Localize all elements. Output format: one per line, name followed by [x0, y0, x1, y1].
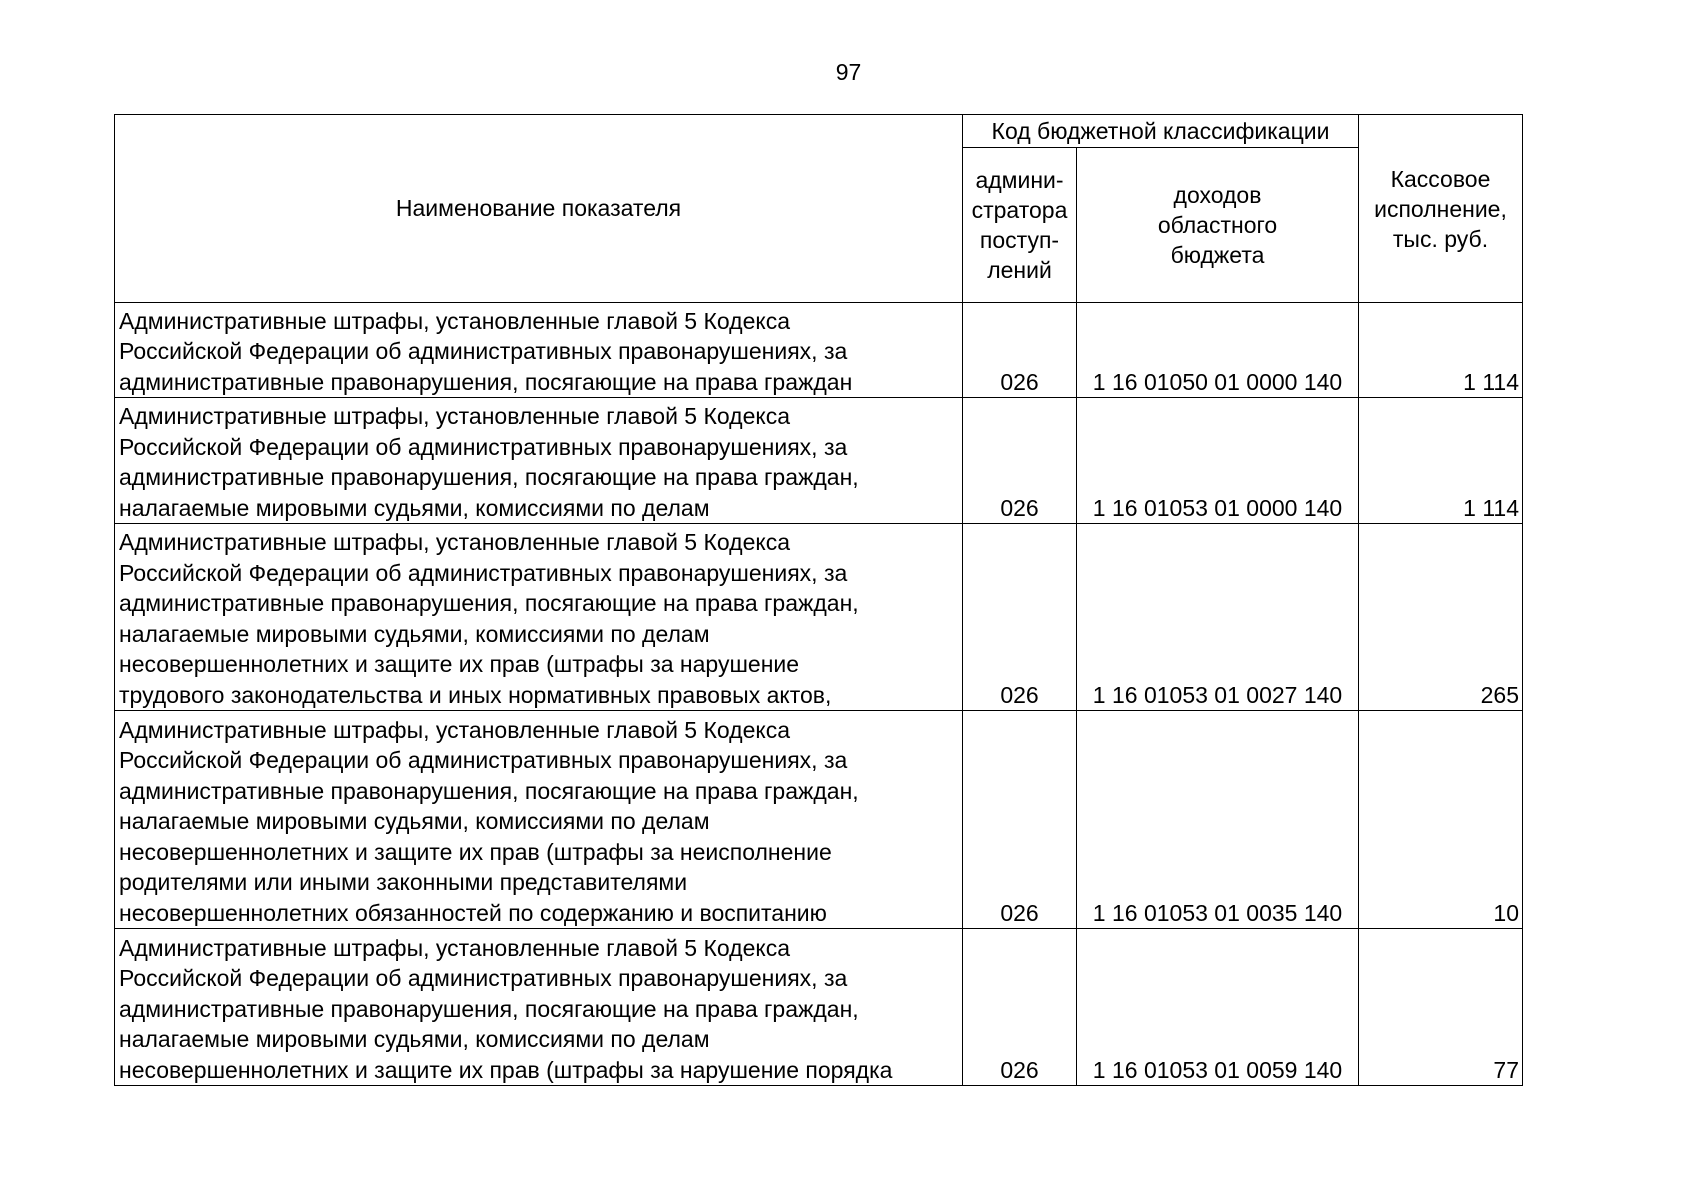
- header-exec-line: исполнение,: [1374, 195, 1507, 222]
- cash-execution-cell: 1 114: [1359, 303, 1523, 398]
- header-admin-line: админи-: [975, 167, 1064, 194]
- income-code-cell: 1 16 01053 01 0035 140: [1077, 711, 1359, 929]
- page-number: 97: [835, 59, 862, 85]
- indicator-name-line: несовершеннолетних и защите их прав (штрафы за нарушение порядка: [119, 1056, 893, 1083]
- income-code-cell: 1 16 01053 01 0027 140: [1077, 524, 1359, 711]
- header-regional-budget-income: [1077, 148, 1359, 303]
- indicator-name-line: несовершеннолетних и защите их прав (штрафы за неисполнение: [119, 838, 832, 865]
- administrator-code-cell: 026: [963, 711, 1077, 929]
- indicator-name-line: административные правонарушения, посягающие на права граждан: [119, 368, 853, 395]
- indicator-name-line: Административные штрафы, установленные главой 5 Кодекса: [119, 934, 790, 961]
- indicator-name-cell: [115, 303, 963, 398]
- table-body: [115, 303, 1523, 1086]
- indicator-name-line: Российской Федерации об административных правонарушениях, за: [119, 433, 848, 460]
- indicator-name-line: несовершеннолетних обязанностей по содержанию и воспитанию: [119, 899, 827, 926]
- administrator-code-cell: 026: [963, 303, 1077, 398]
- indicator-name-line: административные правонарушения, посягающие на права граждан,: [119, 590, 859, 616]
- indicator-name-line: налагаемые мировыми судьями, комиссиями по делам: [119, 1026, 710, 1052]
- cash-execution-cell: 1 114: [1359, 398, 1523, 524]
- cash-execution-cell: 10: [1359, 711, 1523, 929]
- indicator-name-line: налагаемые мировыми судьями, комиссиями по делам: [119, 620, 710, 647]
- income-code-cell: 1 16 01053 01 0059 140: [1077, 929, 1359, 1086]
- table-header: [115, 115, 1523, 303]
- indicator-name-line: Российской Федерации об административных правонарушениях, за: [119, 747, 848, 773]
- income-code-cell: 1 16 01050 01 0000 140: [1077, 303, 1359, 398]
- indicator-name-line: Административные штрафы, установленные главой 5 Кодекса: [119, 403, 790, 429]
- header-revenue-administrator: [963, 148, 1077, 303]
- table-row: [115, 303, 1523, 398]
- indicator-name-cell: [115, 398, 963, 524]
- indicator-name-cell: [115, 929, 963, 1086]
- table-row: [115, 524, 1523, 711]
- administrator-code-cell: 026: [963, 524, 1077, 711]
- header-indicator-name: Наименование показателя: [115, 115, 963, 303]
- indicator-name-line: административные правонарушения, посягающие на права граждан,: [119, 995, 859, 1022]
- indicator-name-line: трудового законодательства и иных нормативных правовых актов,: [119, 681, 832, 708]
- header-admin-line: поступ-: [979, 227, 1060, 254]
- table-row: [115, 929, 1523, 1086]
- header-income-line: доходов: [1173, 182, 1262, 209]
- header-budget-code: Код бюджетной классификации: [963, 115, 1359, 148]
- indicator-name-cell: [115, 524, 963, 711]
- header-cash-execution: [1359, 115, 1523, 303]
- indicator-name-line: Российской Федерации об административных правонарушениях, за: [119, 559, 848, 586]
- cash-execution-cell: 265: [1359, 524, 1523, 711]
- indicator-name-line: родителями или иными законными представителями: [119, 869, 688, 895]
- administrator-code-cell: 026: [963, 929, 1077, 1086]
- cash-execution-cell: 77: [1359, 929, 1523, 1086]
- indicator-name-line: Российской Федерации об административных правонарушениях, за: [119, 965, 848, 991]
- header-admin-line: лений: [987, 257, 1052, 284]
- table-row: [115, 711, 1523, 929]
- indicator-name-line: Административные штрафы, установленные главой 5 Кодекса: [119, 716, 790, 743]
- indicator-name-cell: [115, 711, 963, 929]
- header-admin-line: стратора: [971, 197, 1068, 224]
- header-income-line: бюджета: [1170, 242, 1265, 269]
- indicator-name-line: административные правонарушения, посягающие на права граждан,: [119, 464, 859, 490]
- budget-table: [114, 114, 1523, 1086]
- header-exec-line: тыс. руб.: [1392, 225, 1489, 252]
- indicator-name-line: административные правонарушения, посягающие на права граждан,: [119, 777, 859, 804]
- header-exec-line: Кассовое: [1390, 165, 1491, 192]
- header-income-line: областного: [1157, 212, 1278, 239]
- indicator-name-line: Административные штрафы, установленные главой 5 Кодекса: [119, 529, 790, 555]
- indicator-name-line: налагаемые мировыми судьями, комиссиями по делам: [119, 808, 710, 834]
- income-code-cell: 1 16 01053 01 0000 140: [1077, 398, 1359, 524]
- indicator-name-line: несовершеннолетних и защите их прав (штрафы за нарушение: [119, 651, 800, 677]
- indicator-name-line: Российской Федерации об административных правонарушениях, за: [119, 338, 848, 364]
- administrator-code-cell: 026: [963, 398, 1077, 524]
- table-row: [115, 398, 1523, 524]
- indicator-name-line: налагаемые мировыми судьями, комиссиями по делам: [119, 494, 710, 521]
- indicator-name-line: Административные штрафы, установленные главой 5 Кодекса: [119, 307, 790, 334]
